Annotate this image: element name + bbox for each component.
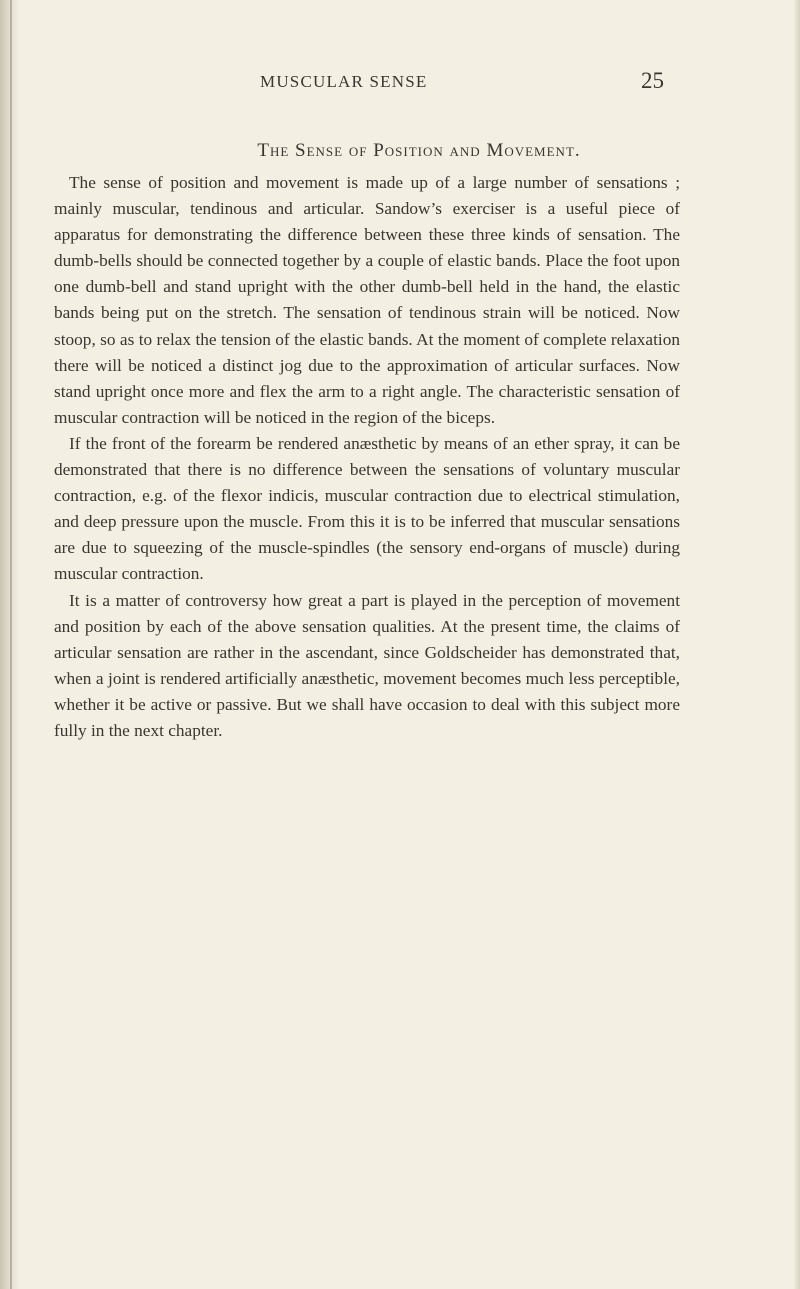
- paragraph: It is a matter of controversy how great a part is played in the perception of movement and position by each of the above sensation qualities. At the present time, the claims of articular sensation are rather in the ascendant, since Goldscheider has demonstrated that, when a joint is rendered artificially anæsthetic, movement becomes much less perceptible, whether it be active or passive. But we shall have occasion to deal with this subject more fully in the next chapter.: [54, 590, 680, 740]
- section-title: [0, 140, 800, 162]
- section-title-text: The Sense of Position and Movement.: [257, 140, 581, 161]
- page-number: 25: [641, 68, 664, 93]
- page-right-edge: [794, 0, 800, 1289]
- body-text: [54, 170, 680, 744]
- paragraph: If the front of the forearm be rendered anæsthetic by means of an ether spray, it can be demonstrated that there is no difference between the sensations of voluntary muscular contraction, e.g. of the flexor indicis, muscular contraction due to electrical stimulation, and deep pressure upon the muscle. From this it is to be inferred that muscular sensations are due to squeezing of the muscle-spindles (the sensory end-organs of muscle) during muscular contraction.: [54, 433, 680, 584]
- page-fold-line: [10, 0, 12, 1289]
- running-head: [260, 68, 680, 102]
- running-title: MUSCULAR SENSE: [260, 72, 428, 91]
- page-binding-edge: [0, 0, 18, 1289]
- paragraph: The sense of position and movement is made up of a large number of sensations ; mainly muscular, tendinous and articular. Sandow’s exerciser is a useful piece of apparatus for demonstrating the difference between these three kinds of sensation. The dumb-bells should be connected together by a couple of elastic bands. Place the foot upon one dumb-bell and stand upright with the other dumb-bell held in the hand, the elastic bands being put on the stretch. The sensation of tendinous strain will be noticed. Now stoop, so as to relax the tension of the elastic bands. At the moment of complete relaxation there will be noticed a distinct jog due to the approximation of articular surfaces. Now stand upright once more and flex the arm to a right angle. The characteristic sensation of muscular contraction will be noticed in the region of the biceps.: [54, 173, 680, 427]
